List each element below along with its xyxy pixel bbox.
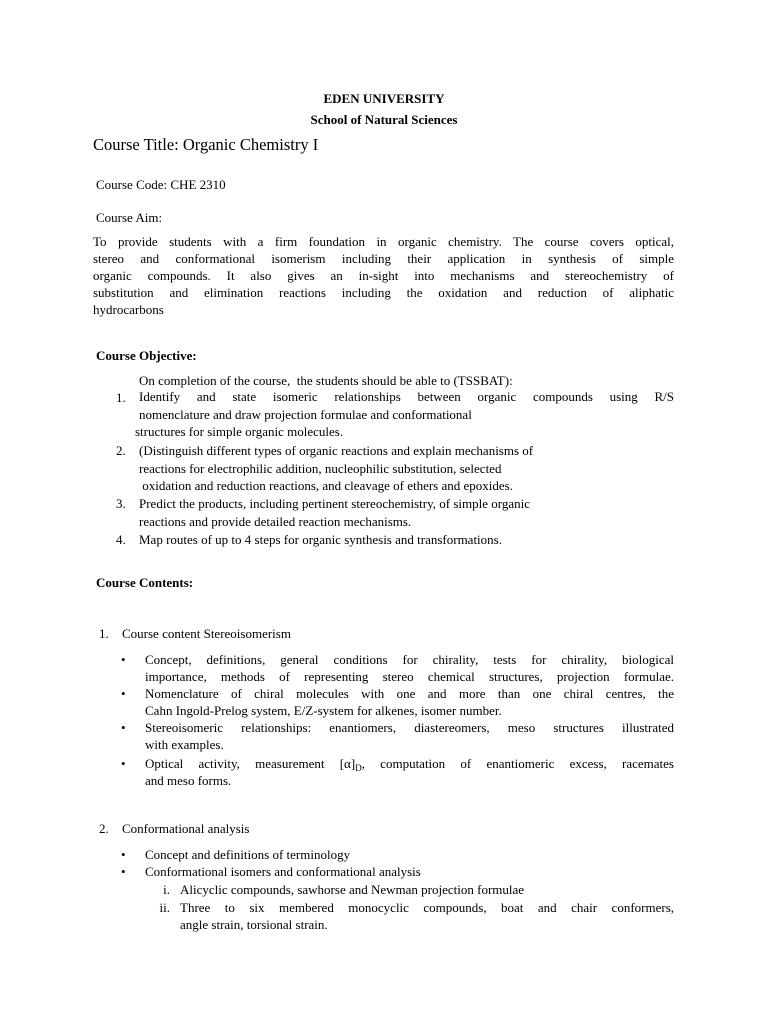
aim-line: stereo and conformational isomerism including their application in synthesis of simple: [93, 251, 674, 266]
objective-line: reactions for electrophilic addition, nucleophilic substitution, selected: [139, 461, 502, 476]
objective-line: nomenclature and draw projection formulae and conformational: [139, 407, 472, 422]
bullet-icon: •: [121, 864, 126, 879]
section-number: 1.: [99, 626, 109, 641]
bullet-line: importance, methods of representing stereo chemical structures, projection formulae.: [145, 669, 674, 684]
list-number: 4.: [116, 532, 126, 547]
bullet-icon: •: [121, 720, 126, 735]
aim-line: hydrocarbons: [93, 302, 164, 317]
aim-line: To provide students with a firm foundation in organic chemistry. The course covers optical,: [93, 234, 674, 249]
objective-intro: On completion of the course, the students should be able to (TSSBAT):: [139, 373, 513, 388]
bullet-text-part: Optical activity, measurement [α]: [145, 756, 356, 771]
bullet-icon: •: [121, 652, 126, 667]
list-number: 1.: [116, 390, 126, 405]
bullet-line: with examples.: [145, 737, 224, 752]
bullet-line: Stereoisomeric relationships: enantiomers, diastereomers, meso structures illustrated: [145, 720, 674, 735]
objective-line: (Distinguish different types of organic reactions and explain mechanisms of: [139, 443, 534, 458]
roman-number: i.: [163, 882, 170, 897]
section-title: Conformational analysis: [122, 821, 250, 836]
bullet-icon: •: [121, 847, 126, 862]
section-title: Course content Stereoisomerism: [122, 626, 291, 641]
objective-line: oxidation and reduction reactions, and cleavage of ethers and epoxides.: [139, 478, 513, 493]
university-name: EDEN UNIVERSITY: [323, 91, 445, 106]
list-number: 2.: [116, 443, 126, 458]
bullet-line: Concept and definitions of terminology: [145, 847, 351, 862]
bullet-icon: •: [121, 756, 126, 771]
bullet-line: Nomenclature of chiral molecules with one and more than one chiral centres, the: [145, 686, 674, 701]
course-aim-label: Course Aim:: [96, 210, 163, 225]
list-number: 3.: [116, 496, 126, 511]
subitem-line: Three to six membered monocyclic compounds, boat and chair conformers,: [180, 900, 674, 915]
school-name: School of Natural Sciences: [310, 112, 458, 127]
objective-line: Map routes of up to 4 steps for organic synthesis and transformations.: [139, 532, 502, 547]
aim-line: substitution and elimination reactions including the oxidation and reduction of aliphatic: [93, 285, 674, 300]
bullet-line: Concept, definitions, general conditions for chirality, tests for chirality, biological: [145, 652, 674, 667]
subscript-d: D: [355, 763, 362, 773]
bullet-icon: •: [121, 686, 126, 701]
objective-line: reactions and provide detailed reaction mechanisms.: [139, 514, 412, 529]
aim-line: organic compounds. It also gives an in-sight into mechanisms and stereochemistry of: [93, 268, 674, 283]
bullet-line: Conformational isomers and conformational analysis: [145, 864, 421, 879]
course-title: Course Title: Organic Chemistry I: [93, 135, 319, 154]
bullet-line: and meso forms.: [145, 773, 232, 788]
roman-number: ii.: [159, 900, 170, 915]
contents-heading: Course Contents:: [96, 575, 194, 590]
section-number: 2.: [99, 821, 109, 836]
subitem-line: Alicyclic compounds, sawhorse and Newman projection formulae: [180, 882, 525, 897]
objective-line: structures for simple organic molecules.: [135, 424, 344, 439]
bullet-line: Cahn Ingold-Prelog system, E/Z-system for alkenes, isomer number.: [145, 703, 502, 718]
objective-line: Identify and state isomeric relationships between organic compounds using R/S: [139, 389, 674, 404]
subitem-line: angle strain, torsional strain.: [180, 917, 328, 932]
bullet-text-part: , computation of enantiomeric excess, racemates: [361, 756, 674, 771]
objective-heading: Course Objective:: [96, 348, 197, 363]
objective-line: Predict the products, including pertinent stereochemistry, of simple organic: [139, 496, 530, 511]
course-code: Course Code: CHE 2310: [96, 177, 226, 192]
